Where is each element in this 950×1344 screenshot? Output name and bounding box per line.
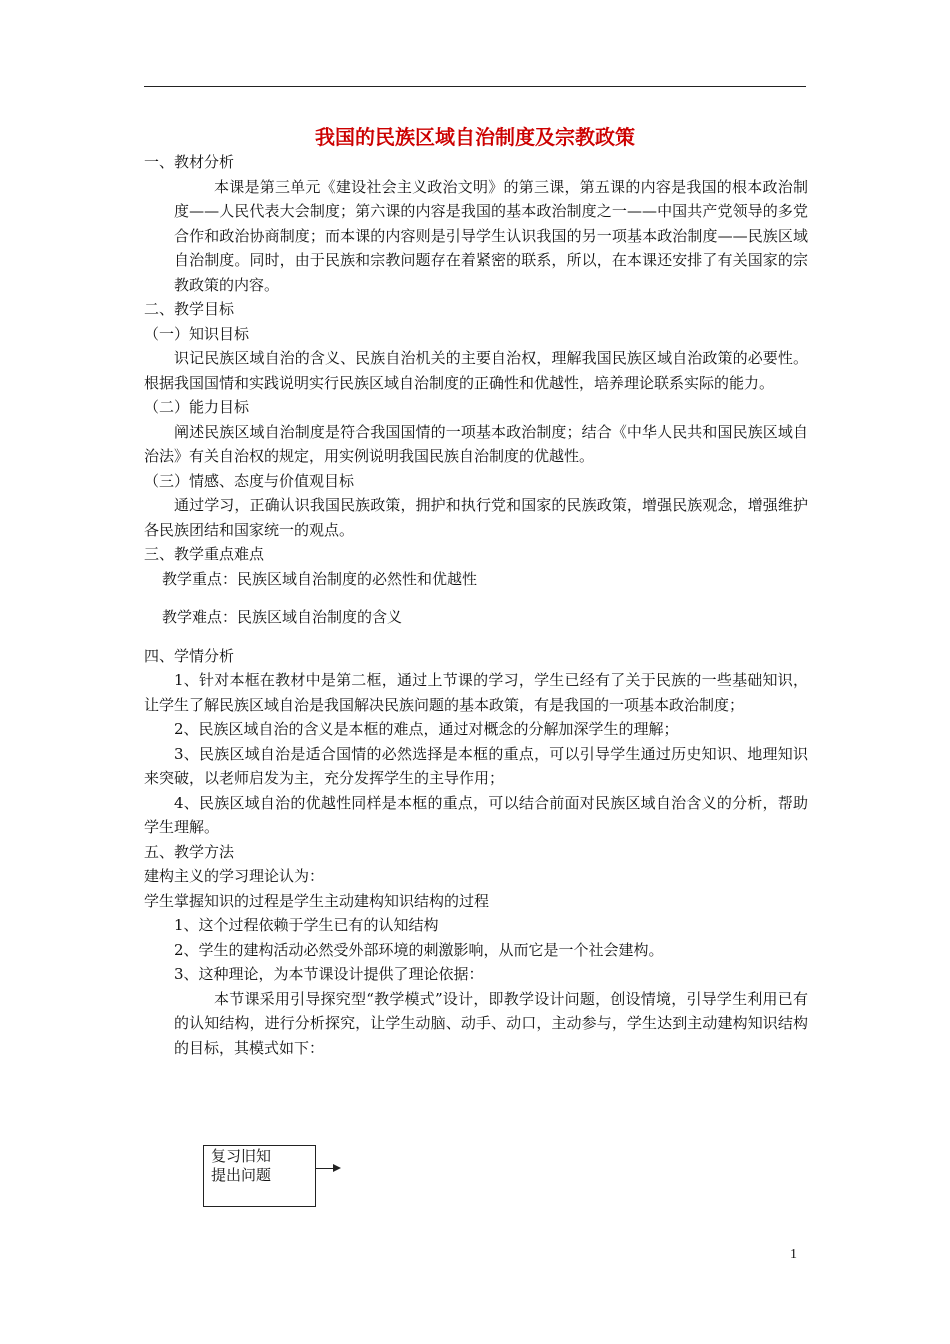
flowchart-box-line-1: 复习旧知	[211, 1147, 272, 1165]
method-paragraph: 本节课采用引导探究型“教学模式”设计，即教学设计问题，创设情境，引导学生利用已有的认知结构，进行分析探究，让学生动脑、动手、动口，主动参与，学生达到主动建构知识结构的目标，其模式如下：	[174, 989, 808, 1057]
page-number: 1	[790, 1247, 797, 1262]
method-line-1: 建构主义的学习理论认为：	[144, 867, 325, 885]
learner-analysis-1: 1、针对本框在教材中是第二框，通过上节课的学习，学生已经有了关于民族的一些基础知识，让学生了解民族区域自治是我国解决民族问题的基本政策，有是我国的一项基本政治制度；	[144, 671, 808, 714]
ability-goal-paragraph: 阐述民族区域自治制度是符合我国国情的一项基本政治制度；结合《中华人民共和国民族区域自治法》有关自治权的规定，用实例说明我国民族自治制度的优越性。	[144, 422, 808, 465]
section-heading-1: 一、教材分析	[144, 153, 235, 171]
learner-analysis-4: 4、民族区域自治的优越性同样是本框的重点，可以结合前面对民族区域自治含义的分析，帮助学生理解。	[144, 793, 808, 836]
method-item-3: 3、这种理论，为本节课设计提供了理论依据：	[174, 965, 484, 983]
header-rule	[144, 86, 806, 87]
knowledge-goal-title: （一）知识目标	[144, 324, 250, 343]
emotion-goal-paragraph: 通过学习，正确认识我国民族政策，拥护和执行党和国家的民族政策，增强民族观念，增强维护各民族团结和国家统一的观点。	[144, 496, 808, 539]
teaching-key-point: 教学重点：民族区域自治制度的必然性和优越性	[162, 569, 478, 588]
document-title: 我国的民族区域自治制度及宗教政策	[315, 125, 635, 149]
learner-analysis-3: 3、民族区域自治是适合国情的必然选择是本框的重点，可以引导学生通过历史知识、地理知识来突破，以老师启发为主，充分发挥学生的主导作用；	[144, 744, 808, 787]
section-heading-5: 五、教学方法	[144, 842, 235, 861]
learner-analysis-2: 2、民族区域自治的含义是本框的难点，通过对概念的分解加深学生的理解；	[174, 720, 679, 738]
ability-goal-title: （二）能力目标	[144, 398, 250, 416]
arrow-right-icon	[333, 1164, 341, 1172]
knowledge-goal-paragraph: 识记民族区域自治的含义、民族自治机关的主要自治权，理解我国民族区域自治政策的必要性。根据我国国情和实践说明实行民族区域自治制度的正确性和优越性，培养理论联系实际的能力。	[144, 349, 808, 392]
teaching-difficulty: 教学难点：民族区域自治制度的含义	[162, 608, 403, 626]
section-heading-4: 四、学情分析	[144, 646, 235, 665]
flowchart-box	[203, 1145, 316, 1207]
method-line-2: 学生掌握知识的过程是学生主动建构知识结构的过程	[144, 891, 490, 910]
flowchart-arrow-line	[316, 1168, 334, 1169]
section-heading-3: 三、教学重点难点	[144, 545, 265, 563]
flowchart-box-line-2: 提出问题	[211, 1166, 272, 1184]
section-heading-2: 二、教学目标	[144, 300, 235, 318]
emotion-goal-title: （三）情感、态度与价值观目标	[144, 471, 355, 490]
section-1-paragraph: 本课是第三单元《建设社会主义政治文明》的第三课，第五课的内容是我国的根本政治制度——人民代表大会制度；第六课的内容是我国的基本政治制度之一——中国共产党领导的多党合作和政治协商制度；而本课的内容则是引导学生认识我国的另一项基本政治制度——民族区域自治制度。同时，由于民族和宗教问题存在着紧密的联系，所以，在本课还安排了有关国家的宗教政策的内容。	[174, 177, 808, 294]
method-item-2: 2、学生的建构活动必然受外部环境的刺激影响，从而它是一个社会建构。	[174, 940, 664, 959]
document-body	[144, 150, 808, 1060]
method-item-1: 1、这个过程依赖于学生已有的认知结构	[174, 916, 439, 934]
